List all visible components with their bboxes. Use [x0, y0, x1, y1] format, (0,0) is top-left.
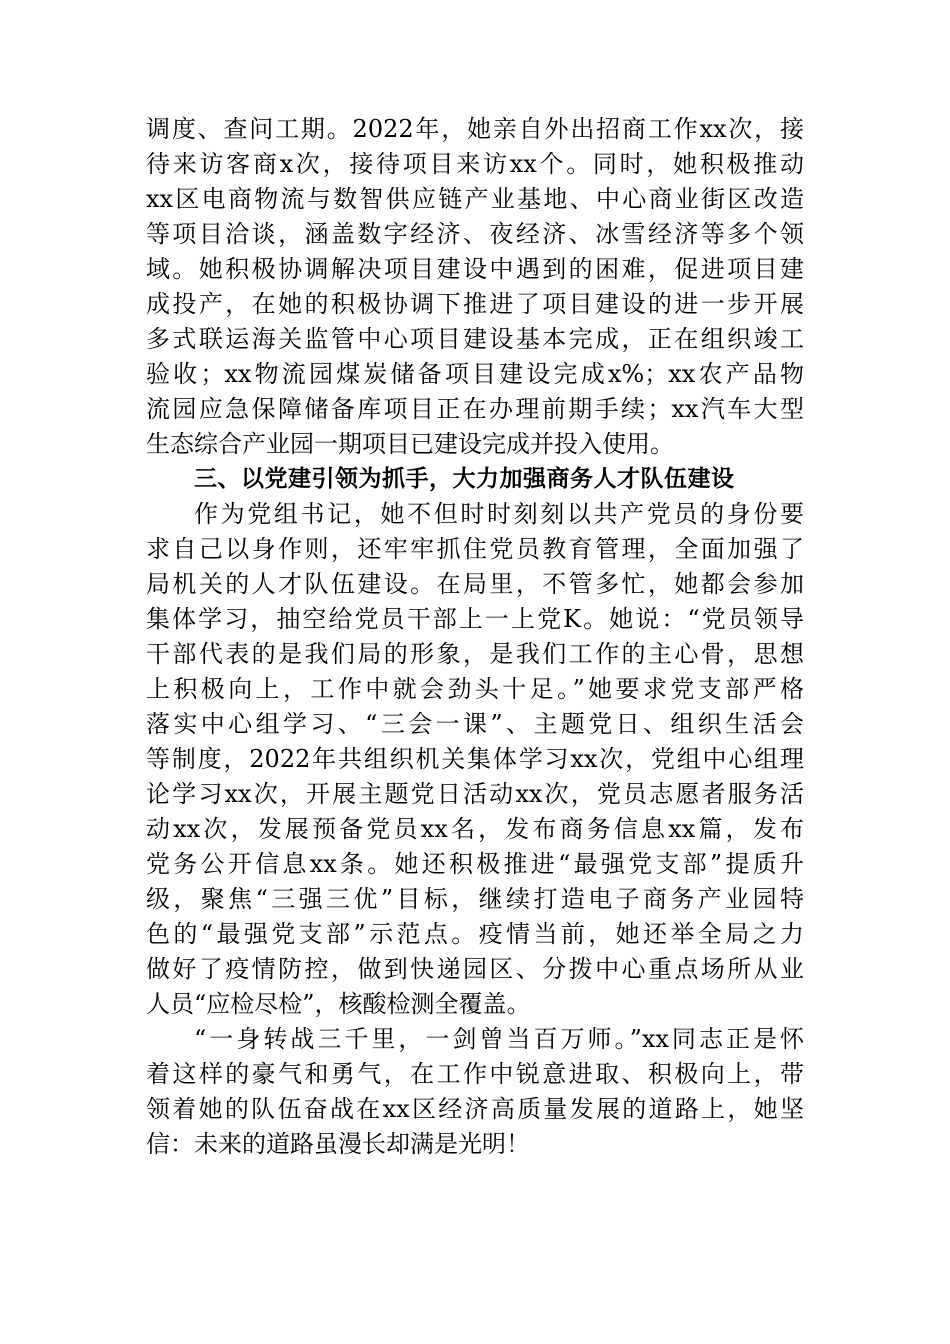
text-line: 党务公开信息xx条。她还积极推进“最强党支部”提质升: [146, 850, 804, 878]
text-line: 等项目洽谈，涵盖数字经济、夜经济、冰雪经济等多个领: [146, 220, 804, 248]
text-line: 做好了疫情防控，做到快递园区、分拨中心重点场所从业: [146, 955, 804, 983]
text-line: 领着她的队伍奋战在xx区经济高质量发展的道路上，她坚: [146, 1095, 804, 1123]
text-line: 人员“应检尽检”，核酸检测全覆盖。: [146, 990, 531, 1018]
text-line: 色的“最强党支部”示范点。疫情当前，她还举全局之力: [146, 920, 804, 948]
text-line: xx区电商物流与数智供应链产业基地、中心商业街区改造: [146, 185, 804, 213]
text-line: 信：未来的道路虽漫长却满是光明！: [146, 1130, 530, 1158]
text-line: 域。她积极协调解决项目建设中遇到的困难，促进项目建: [146, 255, 804, 283]
text-line: 调度、查问工期。2022年，她亲自外出招商工作xx次，接: [146, 115, 804, 143]
text-line: 级，聚焦“三强三优”目标，继续打造电子商务产业园特: [146, 885, 804, 913]
text-line: 着这样的豪气和勇气，在工作中锐意进取、积极向上，带: [146, 1060, 804, 1088]
text-line: 验收；xx物流园煤炭储备项目建设完成x%；xx农产品物: [146, 360, 804, 388]
document-body: [146, 112, 804, 1162]
text-line: 动xx次，发展预备党员xx名，发布商务信息xx篇，发布: [146, 815, 804, 843]
text-line: 待来访客商x次，接待项目来访xx个。同时，她积极推动: [146, 150, 804, 178]
text-line: 论学习xx次，开展主题党日活动xx次，党员志愿者服务活: [146, 780, 804, 808]
text-line: 多式联运海关监管中心项目建设基本完成，正在组织竣工: [146, 325, 804, 353]
section-heading: 三、以党建引领为抓手，大力加强商务人才队伍建设: [194, 466, 735, 492]
text-line: 成投产，在她的积极协调下推进了项目建设的进一步开展: [146, 290, 804, 318]
text-line: 作为党组书记，她不但时时刻刻以共产党员的身份要: [194, 500, 804, 528]
text-line: 求自己以身作则，还牢牢抓住党员教育管理，全面加强了: [146, 535, 804, 563]
text-line: 流园应急保障储备库项目正在办理前期手续；xx汽车大型: [146, 395, 804, 423]
paragraph-project-construction: [146, 112, 804, 462]
text-line: 落实中心组学习、“三会一课”、主题党日、组织生活会: [146, 710, 804, 738]
paragraph-party-building: [146, 497, 804, 1022]
paragraph-closing: [146, 1022, 804, 1162]
text-line: 局机关的人才队伍建设。在局里，不管多忙，她都会参加: [146, 570, 804, 598]
text-line: 生态综合产业园一期项目已建设完成并投入使用。: [146, 430, 674, 458]
text-line: 上积极向上，工作中就会劲头十足。”她要求党支部严格: [146, 675, 804, 703]
text-line: 干部代表的是我们局的形象，是我们工作的主心骨，思想: [146, 640, 804, 668]
text-line: 集体学习，抽空给党员干部上一上党K。她说：“党员领导: [146, 605, 804, 633]
text-line: “一身转战三千里，一剑曾当百万师。”xx同志正是怀: [194, 1025, 804, 1053]
text-line: 等制度，2022年共组织机关集体学习xx次，党组中心组理: [146, 745, 804, 773]
